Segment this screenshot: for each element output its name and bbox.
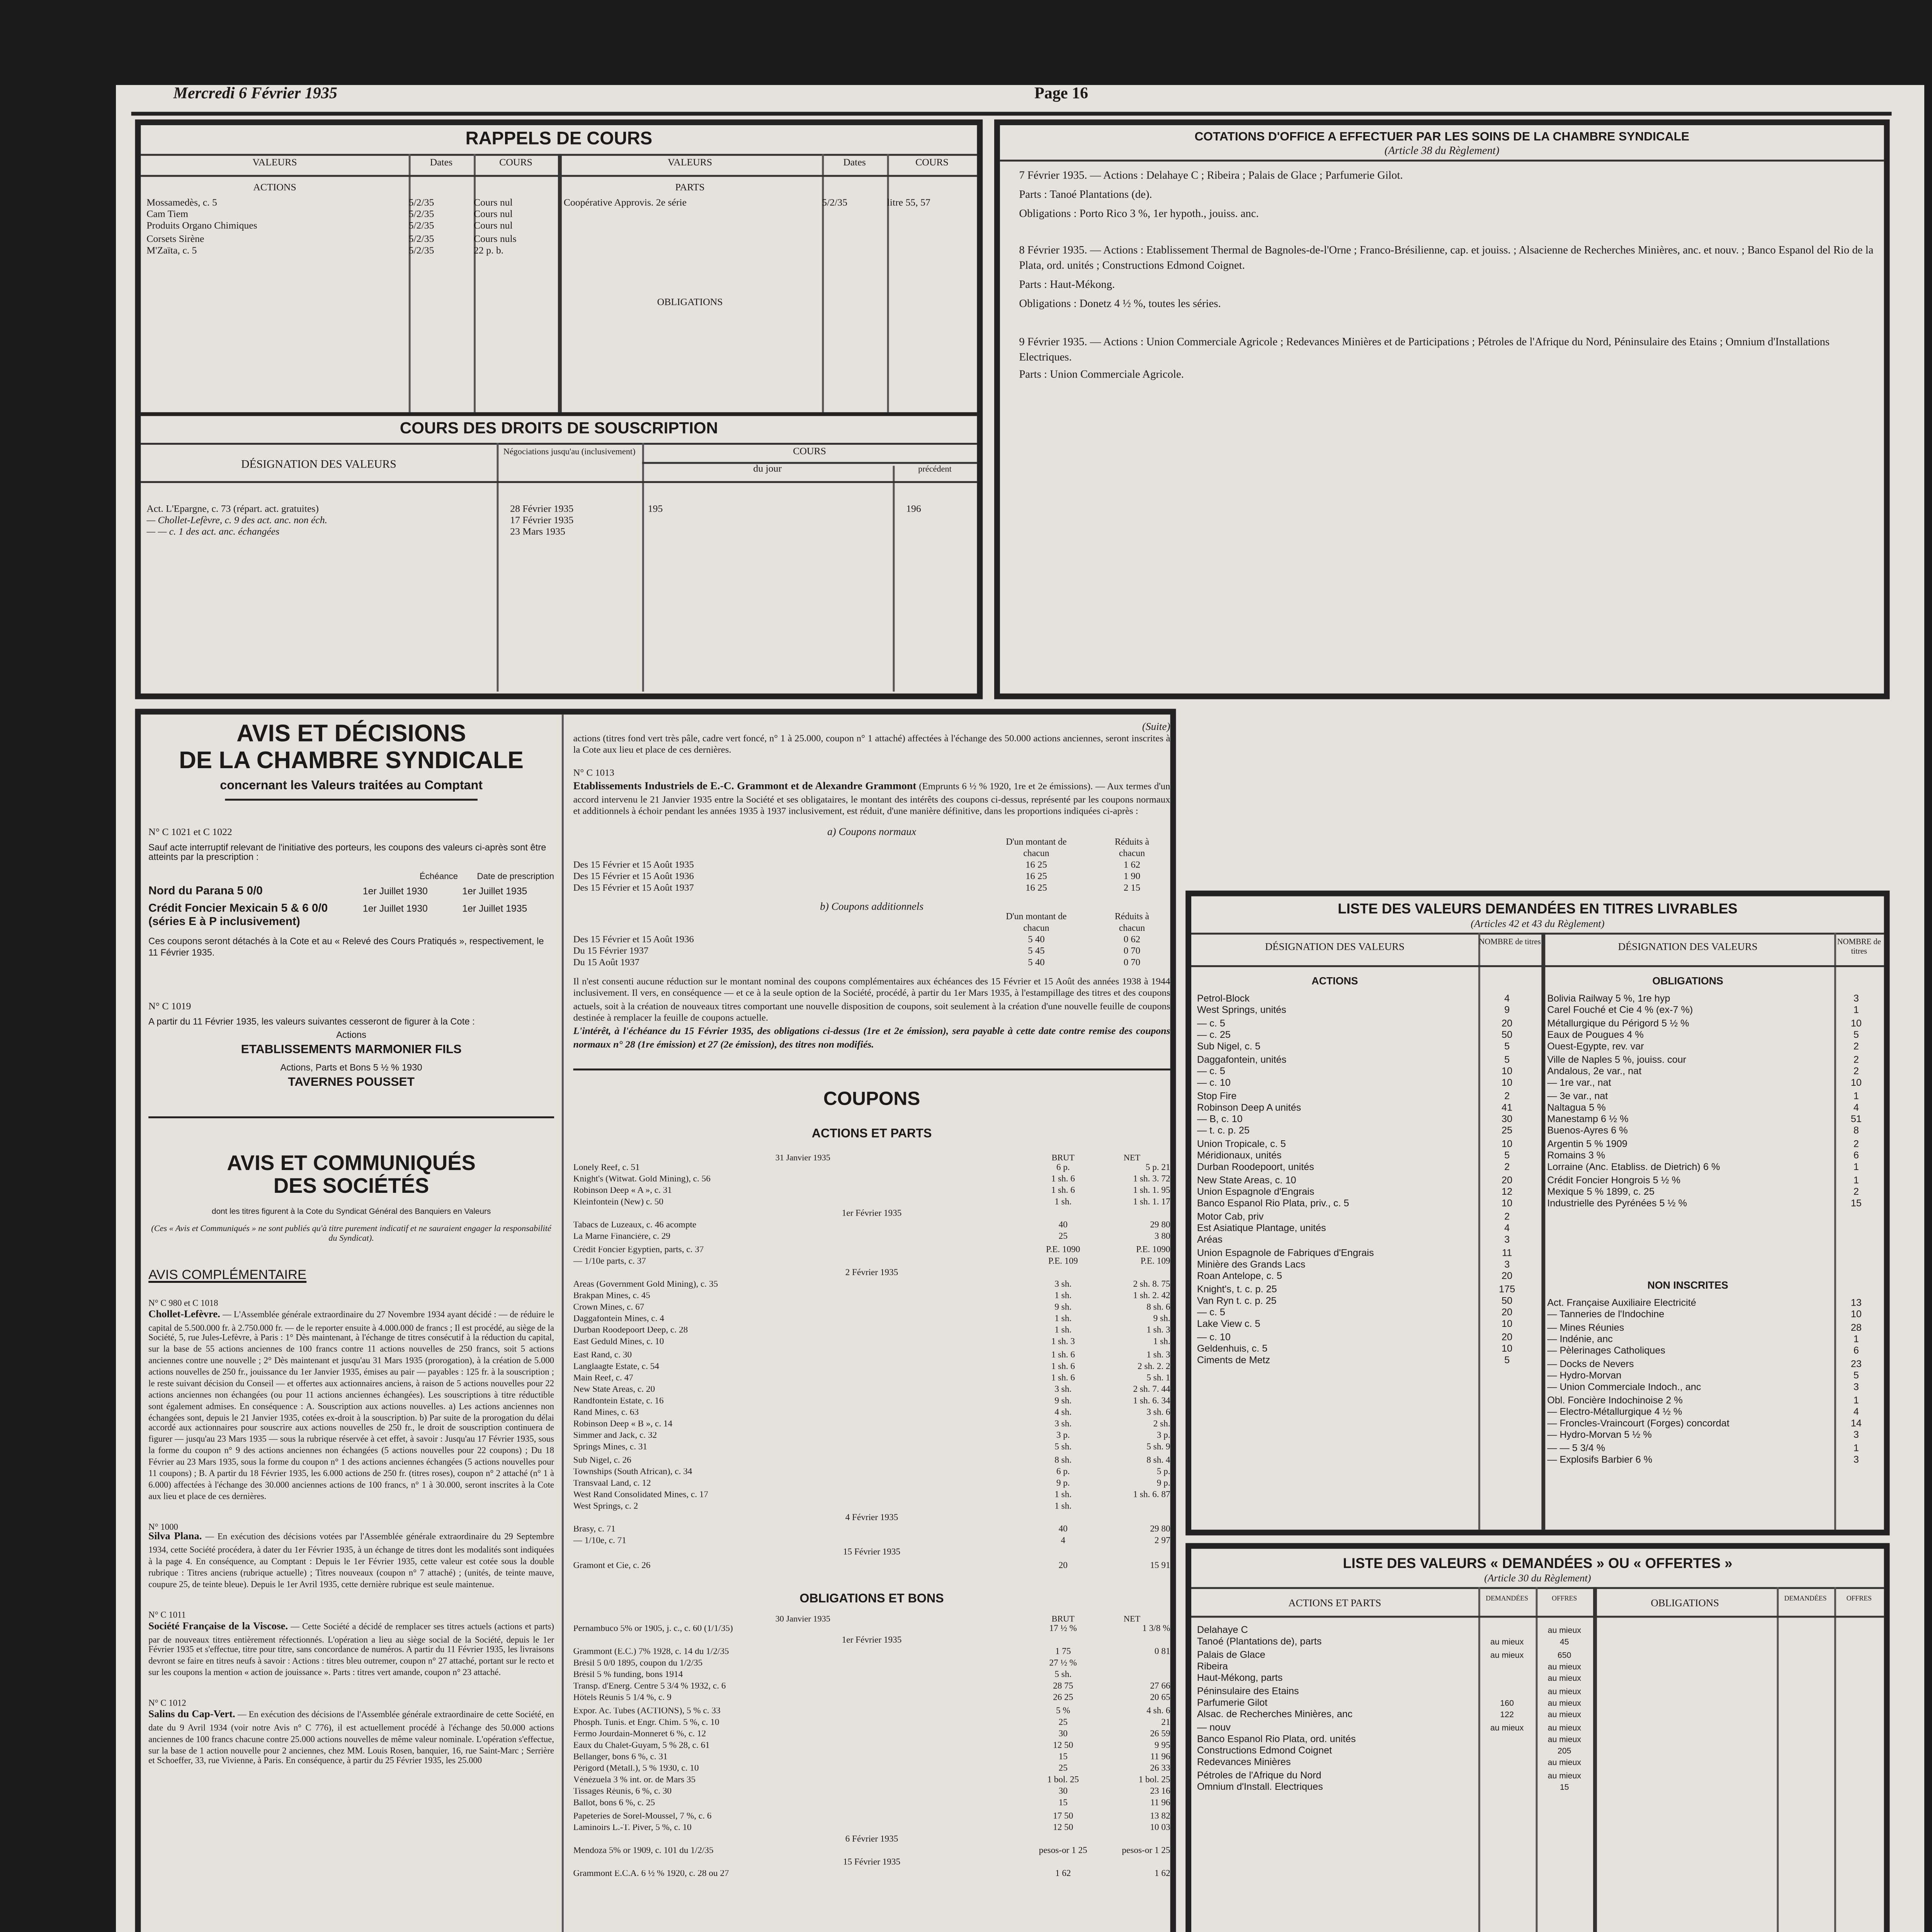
valeur-row: Banco Espanol Rio Plata, priv., c. 5 10	[1197, 1199, 1513, 1211]
coupon-row: Transvaal Land, c. 12 9 p. 9 p.	[573, 1479, 1170, 1489]
coupon-row: East Rand, c. 30 1 sh. 6 1 sh. 3	[573, 1350, 1170, 1361]
demandee-row: Palais de Glace au mieux 650	[1197, 1649, 1571, 1661]
valeur-row: Ouest-Egypte, rev. var 2	[1547, 1042, 1859, 1054]
valeur-row: — c. 10 10	[1197, 1078, 1513, 1090]
coupons-date-1: 31 Janvier 1935	[775, 1153, 830, 1163]
demandee-row: Redevances Minières au mieux	[1197, 1758, 1581, 1770]
col-date-prescription: Date de prescription	[477, 871, 554, 881]
coupon-date-row: 2 Février 1935	[845, 1269, 898, 1279]
cotations-body	[1019, 171, 1876, 386]
valeur-row: Geldenhuis, c. 5 10	[1197, 1344, 1513, 1356]
valeur-row: — Hydro-Morvan 5 ½ % 3	[1547, 1431, 1859, 1443]
valeur-row: — 1re var., nat 10	[1547, 1078, 1862, 1090]
notice-number: N° C 1019	[148, 1002, 191, 1014]
coupon-row: — 1/10e parts, c. 37 P.E. 109 P.E. 109	[573, 1257, 1170, 1267]
col-montant: D'un montant de	[1006, 914, 1067, 924]
livrables-actions-list	[1197, 994, 1536, 1368]
notice-text: — En exécution des décisions votées par l'Assemblée générale extraordinaire du 29 Septembre 1934, cette Société procédera, à dater du 1er Février 1935, à un échange de titres dont les modalités sont indiquées à la page 4. En conséquence, au Comptant : Depuis le 1er Février 1935, cette valeur est cotée sous la double rubrique : Titres anciens (rubrique actuelle) ; Titres nouveaux (coupon n° 7 attaché) ; (unités, de teinte mauve, coupure 25, de teinte bleue). Depuis le 1er Avril 1935, cette dernière rubrique est seule maintenue.	[148, 1532, 554, 1589]
cotations-title: COTATIONS D'OFFICE A EFFECTUER PAR LES SOINS DE LA CHAMBRE SYNDICALE	[1194, 131, 1689, 145]
valeur-row: — Mines Réunies 28	[1547, 1322, 1862, 1334]
rappel-part-row: Coopérative Approvis. 2e série 5/2/35 litre 55, 57	[563, 198, 930, 209]
demandee-row: Péninsulaire des Etains au mieux	[1197, 1685, 1581, 1697]
rappel-row: Cam Tiem 5/2/35 Cours nul	[146, 210, 513, 221]
col-demandees-2: DEMANDÉES	[1784, 1595, 1827, 1602]
demandee-row: Haut-Mékong, parts au mieux	[1197, 1673, 1581, 1685]
reduction-table-a	[573, 861, 1170, 896]
reduction-row: Des 15 Février et 15 Août 1935 16 25 1 62	[573, 861, 1141, 871]
cotation-para: 8 Février 1935. — Actions : Etablissement Thermal de Bagnoles-de-l'Orne ; Franco-Brésilienne, cap. et jouiss. ; Alsacienne de Recherches Minières, anc. et nouv. ; Banco Espanol del Rio de la Plata, ord. unités ; Constructions Edmond Coignet.	[1019, 247, 1874, 273]
valeur-row: Lorraine (Anc. Etabliss. de Dietrich) 6 % 1	[1547, 1163, 1859, 1175]
coupon-row: Mendoza 5% or 1909, c. 101 du 1/2/35 pesos-or 1 25 pesos-or 1 25	[573, 1847, 1170, 1857]
coupon-date-row: 15 Février 1935	[843, 1859, 901, 1869]
valeur-row: — c. 25 50	[1197, 1030, 1513, 1042]
notice-number: N° C 980 et C 1018	[148, 1298, 218, 1308]
avis-decisions	[148, 722, 554, 1768]
col-cours-droits: COURS	[793, 446, 826, 458]
col-dates: Dates	[430, 158, 453, 169]
droits-title: COURS DES DROITS DE SOUSCRIPTION	[400, 418, 718, 437]
valeur-row: Lake View c. 5 10	[1197, 1320, 1513, 1332]
parts-heading: PARTS	[675, 182, 705, 194]
demandees-subtitle: (Article 30 du Règlement)	[1484, 1573, 1591, 1585]
suite-outro-2: L'intérêt, à l'échéance du 15 Février 1935, des obligations ci-dessus (1re et 2e émission), sera payable à cette date contre remise des coupons normaux n° 28 (1re émission) et 27 (2e émission), des titres non modifiés.	[573, 1027, 1170, 1051]
reduction-table-b	[573, 936, 1170, 970]
coupon-row: Grammont (E.C.) 7% 1928, c. 14 du 1/2/35 1 75 0 81	[573, 1648, 1170, 1658]
coupon-date-row: 4 Février 1935	[845, 1514, 898, 1524]
coupon-row: Areas (Government Gold Mining), c. 35 3 sh. 2 sh. 8. 75	[573, 1281, 1170, 1291]
col-obligations: OBLIGATIONS	[1651, 1599, 1719, 1610]
livrables-obligations-list	[1547, 994, 1878, 1211]
rappels-actions-list	[146, 198, 558, 257]
page-date: Mercredi 6 Février 1935	[173, 83, 337, 102]
notice-item	[148, 1610, 554, 1679]
communiques-subtitle: dont les titres figurent à la Cote du Syndicat Général des Banquiers en Valeurs	[211, 1205, 491, 1215]
col-net: NET	[1123, 1614, 1141, 1624]
coupons-title: COUPONS	[823, 1088, 920, 1110]
coupon-row: Knight's (Witwat. Gold Mining), c. 56 1 sh. 6 1 sh. 3. 72	[573, 1175, 1170, 1185]
col-dates-2: Dates	[843, 158, 866, 169]
valeur-row: — Docks de Nevers 23	[1547, 1358, 1862, 1370]
droits-rows	[146, 504, 977, 540]
valeur-row: — 3e var., nat 1	[1547, 1090, 1859, 1102]
rappel-row: M'Zaïta, c. 5 5/2/35 22 p. b.	[146, 245, 504, 257]
livrables-obligations-heading: OBLIGATIONS	[1652, 976, 1723, 988]
col-nombre-2: NOMBRE de titres	[1837, 936, 1881, 956]
coupon-row: Brasy, c. 71 40 29 80	[573, 1526, 1170, 1536]
notice-text: — L'Assemblée générale extraordinaire du 27 Novembre 1934 ayant décidé : — de réduire le capital de 5.500.000 fr. à 2.750.000 fr. — de le reporter ensuite à 4.000.000 de francs ; Il est procédé, au siège de la Société, 5, rue Jules-Lefèvre, à Paris : 1° Dès maintenant, à l'échange de titres consécutif à la réduction du capital, sur la base de 55 actions anciennes de 100 francs contre 11 actions nouvelles de 250 francs, soit 5 actions anciennes contre une nouvelle ; 2° Dès maintenant et jusqu'au 31 Mars 1935 (prorogation), à la création de 5.000 actions nouvelles de 250 fr., jouissance du 1er Janvier 1935, émises au pair — payables : 125 fr. à la souscription ; le reste suivant décision du Conseil — et offertes aux actionnaires anciens, à raison de 5 actions nouvelles pour 22 actions anciennes non échangées (ou pour 11 actions anciennes échangées). Les souscriptions à titre réductible sont également admises. En conséquence : A. Souscription aux actions nouvelles. a) Les actions anciennes non échangées sont, depuis le 21 Janvier 1935, cotées ex-droit à la souscription. b) Par suite de la prorogation du délai accordé aux actionnaires pour souscrire aux actions nouvelles de 250 fr., le droit de souscription continuera de figurer — jusqu'au 23 Mars 1935 — sous la rubrique réservée à cet effet, à savoir : Jusqu'au 17 Février 1935, sous la forme du coupon n° 9 des actions anciennes non échangées (5 actions nouvelles pour 22 coupons) ; Du 18 Février au 23 Mars 1935, sous la forme du coupon n° 1 des actions anciennes échangées (5 actions nouvelles pour 11 coupons) ; B. A partir du 18 Février 1935, les 6.000 actions de 250 fr. (titres roses), coupon n° 2 attaché (n° 1 à 6.000) affectées à l'échange des 30.000 anciennes actions de 100 francs, n° 1 à 30.000, seront inscrites à la Cote aux lieu et place de ces dernières.	[148, 1309, 554, 1500]
suite-label: (Suite)	[1142, 722, 1170, 734]
coupon-date-row: 1er Février 1935	[842, 1636, 902, 1646]
notice-number: N° C 1021 et C 1022	[148, 828, 232, 840]
coupons-obligations-bons: OBLIGATIONS ET BONS	[799, 1592, 944, 1605]
valeur-row: Knight's, t. c. p. 25 175	[1197, 1284, 1515, 1296]
valeur-row: Minière des Grands Lacs 3	[1197, 1259, 1510, 1271]
decisions-para: Ces coupons seront détachés à la Cote et au « Relevé des Cours Pratiqués », respectivement, le 11 Février 1935.	[148, 938, 544, 959]
valeur-row: Robinson Deep A unités 41	[1197, 1102, 1513, 1114]
droits-row: Act. L'Epargne, c. 73 (répart. act. gratuites) 28 Février 1935 195 196	[146, 504, 921, 516]
coupon-row: Brésil 5 % funding, bons 1914 5 sh.	[573, 1672, 1072, 1682]
livrables-title: LISTE DES VALEURS DEMANDÉES EN TITRES LIVRABLES	[1338, 900, 1738, 918]
coupon-row: Robinson Deep « A », c. 31 1 sh. 6 1 sh. 1. 95	[573, 1187, 1170, 1197]
valeur-row: — B, c. 10 30	[1197, 1114, 1513, 1126]
coupon-row: Eaux du Chalet-Guyam, 5 % 28, c. 61 12 50 9 95	[573, 1742, 1170, 1752]
reduction-row: Du 15 Août 1937 5 40 0 70	[573, 959, 1141, 969]
valeur-row: Van Ryn t. c. p. 25 50	[1197, 1296, 1513, 1308]
notice-item	[148, 1298, 554, 1502]
decisions-para: A partir du 11 Février 1935, les valeurs suivantes cesseront de figurer à la Cote :	[148, 1018, 475, 1028]
coupons-normaux-label: a) Coupons normaux	[827, 827, 917, 838]
non-inscrites-list	[1547, 1298, 1878, 1468]
notice-company: Société Française de la Viscose.	[148, 1621, 288, 1633]
col-designation: DÉSIGNATION DES VALEURS	[241, 460, 396, 472]
valeur-row: — Indénie, anc 1	[1547, 1334, 1859, 1346]
notice-text: (Emprunts 6 ½ % 1920, 1re et 2e émissions). — Aux termes d'un accord intervenu le 21 Janvier 1935 entre la Société et ses obligataires, le montant des intérêts des coupons ci-dessus, représenté par les coupons normaux et additionnels à échoir pendant les années 1935 à 1937 inclusivement, est réduit, d'une manière définitive, dans les proportions indiquées ci-après :	[573, 784, 1170, 818]
demandee-row: Pétroles de l'Afrique du Nord au mieux	[1197, 1770, 1581, 1782]
coupon-row: Phosph. Tunis. et Engr. Chim. 5 %, c. 10 25 21	[573, 1718, 1170, 1728]
valeur-row: — Explosifs Barbier 6 % 3	[1547, 1455, 1859, 1467]
valeur-row: Buenos-Ayres 6 % 8	[1547, 1127, 1859, 1138]
valeur-row: Industrielle des Pyrénées 5 ½ % 15	[1547, 1199, 1862, 1211]
coupon-row: Daggafontein Mines, c. 4 1 sh. 9 sh.	[573, 1316, 1170, 1325]
coupon-row: West Rand Consolidated Mines, c. 17 1 sh. 1 sh. 6. 87	[573, 1491, 1170, 1501]
newspaper-page	[116, 85, 1924, 1932]
valeur-row: Roan Antelope, c. 5 20	[1197, 1272, 1513, 1283]
valeur-row: Argentin 5 % 1909 2	[1547, 1139, 1859, 1151]
cotations-subtitle: (Article 38 du Règlement)	[1384, 145, 1500, 157]
valeur-row: — Electro-Métallurgique 4 ½ % 4	[1547, 1406, 1859, 1418]
coupon-row: Brésil 5 0/0 1895, coupon du 1/2/35 27 ½ %	[573, 1660, 1077, 1670]
coupon-row: Townships (South African), c. 34 6 p. 5 p.	[573, 1468, 1170, 1478]
col-offres: OFFRES	[1552, 1595, 1577, 1602]
valeur-row: Eaux de Pougues 4 % 5	[1547, 1030, 1859, 1042]
coupon-row: Ballot, bons 6 %, c. 25 15 11 96	[573, 1800, 1170, 1810]
coupon-row: Papeteries de Sorel-Moussel, 7 %, c. 6 17 50 13 82	[573, 1812, 1170, 1822]
valeur-row: Motor Cab, priv 2	[1197, 1211, 1510, 1223]
company-marmonier: ETABLISSEMENTS MARMONIER FILS	[241, 1044, 462, 1058]
communiques-note: (Ces « Avis et Communiqués » ne sont publiés qu'à titre purement indicatif et ne sauraient engager la responsabilité du Syndicat).	[151, 1223, 551, 1243]
valeur-row: — t. c. p. 25 25	[1197, 1127, 1513, 1138]
droits-row: — — c. 1 des act. anc. échangées 23 Mars 1935	[146, 528, 565, 539]
coupon-row: Durban Roodepoort Deep, c. 28 1 sh. 1 sh. 3	[573, 1327, 1170, 1337]
valeur-row: — c. 5 20	[1197, 1308, 1513, 1320]
communiques-title-2: DES SOCIÉTÉS	[273, 1176, 429, 1200]
col-designation: DÉSIGNATION DES VALEURS	[1265, 942, 1405, 954]
col-demandees: DEMANDÉES	[1486, 1595, 1528, 1602]
coupon-row: Transp. d'Energ. Centre 5 3/4 % 1932, c. 6 28 75 27 66	[573, 1683, 1170, 1693]
suite-outro: Il n'est consenti aucune réduction sur le montant nominal des coupons complémentaires aux échéances des 15 Février et 15 Août des années 1938 à 1944 inclusivement. Il vers, en conséquence — et ce à la seule option de la Société, procédé, à partir du 1er Mars 1935, à l'estampillage des titres et des coupons actuels, soit à la création de nouveaux titres comportant une nouvelle disposition de coupons, soit seulement à la création d'une nouvelle feuille de coupons destinée à remplacer la feuille de coupons actuelle.	[573, 978, 1170, 1024]
company-pousset: TAVERNES POUSSET	[288, 1075, 415, 1089]
reduction-row: Des 15 Février et 15 Août 1936 5 40 0 62	[573, 936, 1141, 946]
valeur-row: — c. 5 20	[1197, 1018, 1513, 1030]
cotation-para: 7 Février 1935. — Actions : Delahaye C ; Ribeira ; Palais de Glace ; Parfumerie Gilot.	[1019, 171, 1403, 183]
coupons-date-2: 30 Janvier 1935	[775, 1614, 830, 1624]
rappel-row: Corsets Sirène 5/2/35 Cours nuls	[146, 233, 517, 245]
coupon-row: Expor. Ac. Tubes (ACTIONS), 5 % c. 33 5 % 4 sh. 6	[573, 1707, 1170, 1716]
notice-text: — En exécution des décisions de l'Assemblée générale extraordinaire de cette Société, en date du 9 Avril 1934 (voir notre Avis n° C 776), il est actuellement procédé à l'échange des 50.000 actions anciennes de 100 francs chacune contre 25.000 actions nouvelles de même valeur nominale. L'opération s'effectue, sur la base de 1 action nouvelle pour 2 anciennes, chez MM. Louis Rosen, banquier, 16, rue Saint-Marc ; Serrière et Schoeffer, 33, rue Vivienne, à Paris. En conséquence, à partir du 25 Février 1935, les 25.000	[148, 1709, 554, 1766]
coupon-row: Laminoirs L.-T. Piver, 5 %, c. 10 12 50 10 03	[573, 1823, 1170, 1833]
decisions-title: AVIS ET DÉCISIONS	[236, 720, 466, 747]
valeur-row: Manestamp 6 ½ % 51	[1547, 1114, 1862, 1126]
demandees-section	[1185, 1543, 1889, 1932]
coupon-row: Main Reef, c. 47 1 sh. 6 5 sh. 1	[573, 1374, 1170, 1384]
rappels-title: RAPPELS DE COURS	[465, 129, 653, 150]
coupon-row: New State Areas, c. 20 3 sh. 2 sh. 7. 44	[573, 1386, 1170, 1396]
actions-heading: ACTIONS	[253, 182, 296, 194]
valeur-row: New State Areas, c. 10 20	[1197, 1175, 1513, 1187]
demandees-title: LISTE DES VALEURS « DEMANDÉES » OU « OFFERTES »	[1343, 1554, 1733, 1572]
coupon-row: Sub Nigel, c. 26 8 sh. 8 sh. 4	[573, 1456, 1170, 1466]
valeur-row: Ciments de Metz 5	[1197, 1356, 1510, 1368]
col-chacun-2: chacun	[1119, 925, 1145, 935]
col-montant: D'un montant de	[1006, 839, 1067, 849]
coupon-row: Crown Mines, c. 67 9 sh. 8 sh. 6	[573, 1304, 1170, 1314]
notice-text: — Cette Société a décidé de remplacer ses titres actuels (actions et parts) par de nouveaux titres entièrement réfectionnés. L'opération a lieu au siège social de la Société, depuis le 1er Février 1935 et s'effectue, titre pour titre, sans concordance de numéros. A partir du 11 Février 1935, les livraisons devront se faire en titres neufs à savoir : Actions : titres bleu outremer, coupon n° 27 attaché, portant sur le recto et sur les coupons la mention « action de jouissance ». Parts : titres vert amande, coupon n° 23 attaché.	[148, 1621, 554, 1678]
coupon-row: Tabacs de Luzeaux, c. 46 acompte 40 29 80	[573, 1222, 1170, 1232]
communiques-title: AVIS ET COMMUNIQUÉS	[227, 1153, 476, 1177]
non-inscrites-heading: NON INSCRITES	[1647, 1281, 1728, 1293]
coupon-row: Kleinfontein (New) c. 50 1 sh. 1 sh. 1. 17	[573, 1199, 1170, 1209]
notice-number: N° 1000	[148, 1521, 178, 1531]
valeur-row: Mexique 5 % 1899, c. 25 2	[1547, 1187, 1859, 1199]
coupon-row: Brakpan Mines, c. 45 1 sh. 1 sh. 2. 42	[573, 1292, 1170, 1302]
demandee-row: Tanoé (Plantations de), parts au mieux 45	[1197, 1637, 1569, 1649]
livrables-actions-heading: ACTIONS	[1311, 976, 1358, 988]
decisions-title-2: DE LA CHAMBRE SYNDICALE	[179, 747, 524, 774]
notice-number: N° C 1012	[148, 1698, 186, 1708]
col-cours: COURS	[499, 158, 532, 169]
obligations-heading: OBLIGATIONS	[657, 297, 723, 309]
valeur-row: — Union Commerciale Indoch., anc 3	[1547, 1383, 1859, 1395]
demandee-row: Delahaye C au mieux	[1197, 1625, 1581, 1637]
reduction-row: Du 15 Février 1937 5 45 0 70	[573, 947, 1141, 957]
decisions-para: Sauf acte interruptif relevant de l'initiative des porteurs, les coupons des valeurs ci-après sont être atteints par la prescription :	[148, 844, 546, 864]
col-actions-parts: ACTIONS ET PARTS	[1288, 1599, 1381, 1610]
notice-company: Silva Plana.	[148, 1532, 202, 1544]
valeur-row: Méridionaux, unités 5	[1197, 1151, 1510, 1163]
col-chacun: chacun	[1023, 850, 1049, 860]
coupon-row: Périgord (Métall.), 5 % 1930, c. 10 25 26 33	[573, 1765, 1170, 1775]
valeur-row: — — 5 3/4 % 1	[1547, 1443, 1859, 1455]
cotation-para: Obligations : Donetz 4 ½ %, toutes les séries.	[1019, 299, 1221, 311]
coupon-row: — 1/10e, c. 71 4 2 97	[573, 1538, 1170, 1548]
prescription-row: Nord du Parana 5 0/0 1er Juillet 1930 1er Juillet 1935	[148, 887, 527, 899]
coupon-date-row: 1er Février 1935	[842, 1210, 902, 1220]
valeur-row: Ville de Naples 5 %, jouiss. cour 2	[1547, 1054, 1859, 1066]
coupon-row: East Geduld Mines, c. 10 1 sh. 3 1 sh.	[573, 1339, 1170, 1349]
rappel-row: Produits Organo Chimiques 5/2/35 Cours nul	[146, 221, 513, 233]
valeur-row: Carel Fouché et Cie 4 % (ex-7 %) 1	[1547, 1006, 1859, 1018]
livrables-subtitle: (Articles 42 et 43 du Règlement)	[1471, 919, 1605, 931]
avis-suite	[573, 722, 1170, 1882]
col-negociations: Négociations jusqu'au (inclusivement)	[503, 446, 636, 456]
col-valeurs-2: VALEURS	[667, 158, 713, 169]
avis-complementaire: AVIS COMPLÉMENTAIRE	[148, 1270, 307, 1284]
col-jour: du jour	[753, 464, 782, 476]
valeur-row: Act. Française Auxiliaire Electricité 13	[1547, 1298, 1862, 1310]
valeur-row: — Pèlerinages Catholiques 6	[1547, 1346, 1859, 1358]
valeur-row: Bolivia Railway 5 %, 1re hyp 3	[1547, 994, 1859, 1005]
coupon-row: West Springs, c. 2 1 sh.	[573, 1503, 1072, 1513]
coupons-additionnels-label: b) Coupons additionnels	[820, 901, 923, 913]
demandees-list	[1197, 1625, 1593, 1794]
valeur-row: Union Espagnole d'Engrais 12	[1197, 1187, 1513, 1199]
decisions-subtitle: concernant les Valeurs traitées au Comptant	[220, 779, 483, 792]
valeur-row: Obl. Foncière Indochinoise 2 % 1	[1547, 1395, 1859, 1406]
valeur-row: Crédit Foncier Hongrois 5 ½ % 1	[1547, 1175, 1859, 1187]
notice-company: Salins du Cap-Vert.	[148, 1709, 235, 1721]
coupon-row: Simmer and Jack, c. 32 3 p. 3 p.	[573, 1432, 1170, 1442]
cotation-para: Obligations : Porto Rico 3 %, 1er hypoth., jouiss. anc.	[1019, 209, 1259, 220]
coupon-row: Vénézuela 3 % int. or. de Mars 35 1 bol. 25 1 bol. 25	[573, 1777, 1170, 1787]
valeur-row: Stop Fire 2	[1197, 1090, 1510, 1102]
coupon-row: Langlaagte Estate, c. 54 1 sh. 6 2 sh. 2. 2	[573, 1362, 1170, 1372]
valeur-row: — Hydro-Morvan 5	[1547, 1371, 1859, 1382]
col-designation-2: DÉSIGNATION DES VALEURS	[1618, 942, 1758, 954]
suite-intro: actions (titres fond vert très pâle, cadre vert foncé, n° 1 à 25.000, coupon n° 1 attaché) affectées à l'échange des 50.000 actions anciennes, seront inscrites à la Cote aux lieu et place de ces dernières.	[573, 735, 1170, 757]
coupon-row: Grammont E.C.A. 6 ½ % 1920, c. 28 ou 27 1 62 1 62	[573, 1870, 1170, 1880]
valeur-row: Métallurgique du Périgord 5 ½ % 10	[1547, 1018, 1862, 1030]
coupon-row: Lonely Reef, c. 51 6 p. 5 p. 21	[573, 1163, 1170, 1173]
coupon-row: Fermo Jourdain-Monneret 6 %, c. 12 30 26 59	[573, 1730, 1170, 1740]
valeur-row: Durban Roodepoort, unités 2	[1197, 1163, 1510, 1175]
col-reduits: Réduits à	[1114, 839, 1150, 849]
coupon-row: Gramont et Cie, c. 26 20 15 91	[573, 1561, 1170, 1571]
coupon-date-row: 6 Février 1935	[845, 1835, 898, 1845]
droits-row: — Chollet-Lefèvre, c. 9 des act. anc. non éch. 17 Février 1935	[146, 516, 574, 528]
notice-number: N° C 1013	[573, 770, 614, 781]
cotation-para: Parts : Tanoé Plantations (de).	[1019, 190, 1152, 202]
col-brut: BRUT	[1051, 1153, 1075, 1163]
demandee-row: Alsac. de Recherches Minières, anc 122 au mieux	[1197, 1710, 1581, 1721]
cotation-para: Parts : Union Commerciale Agricole.	[1019, 371, 1184, 383]
coupon-row: La Marne Financière, c. 29 25 3 80	[573, 1234, 1170, 1244]
reduction-row: Des 15 Février et 15 Août 1937 16 25 2 15	[573, 884, 1141, 894]
rappel-row: Mossamedès, c. 5 5/2/35 Cours nul	[146, 198, 513, 209]
valeur-row: Andalous, 2e var., nat 2	[1547, 1066, 1859, 1078]
coupon-row: Springs Mines, c. 31 5 sh. 5 sh. 9	[573, 1444, 1170, 1454]
notice-item	[148, 1521, 554, 1591]
demandee-row: Banco Espanol Rio Plata, ord. unités au mieux	[1197, 1734, 1581, 1746]
valeur-row: — c. 5 10	[1197, 1066, 1513, 1078]
reduction-row: Des 15 Février et 15 Août 1936 16 25 1 90	[573, 872, 1141, 883]
rappels-section	[135, 119, 983, 699]
valeur-row: Sub Nigel, c. 5 5	[1197, 1042, 1510, 1054]
col-chacun: chacun	[1023, 925, 1049, 935]
valeur-row: Union Espagnole de Fabriques d'Engrais 11	[1197, 1247, 1512, 1259]
coupon-row: Bellanger, bons 6 %, c. 31 15 11 96	[573, 1753, 1170, 1763]
page-number: Page 16	[1034, 83, 1088, 102]
coupon-row: Rand Mines, c. 63 4 sh. 3 sh. 6	[573, 1409, 1170, 1419]
coupons-actions-parts: ACTIONS ET PARTS	[811, 1127, 932, 1141]
notice-number: N° C 1011	[148, 1609, 186, 1619]
coupon-row: Tissages Réunis, 6 %, c. 30 30 23 16	[573, 1788, 1170, 1798]
col-echeance: Échéance	[419, 871, 458, 881]
col-nombre: NOMBRE de titres	[1479, 936, 1541, 946]
demandee-row: — nouv au mieux au mieux	[1197, 1722, 1581, 1734]
valeur-row: Naltagua 5 % 4	[1547, 1102, 1859, 1114]
coupon-row: Hôtels Réunis 5 1/4 %, c. 9 26 25 20 65	[573, 1695, 1170, 1705]
coupons-obligations-table	[573, 1625, 1170, 1882]
cotation-para: Parts : Haut-Mékong.	[1019, 280, 1115, 292]
col-precedent: précédent	[918, 464, 952, 474]
livrables-section	[1185, 891, 1889, 1536]
coupon-row: Pernambuco 5% or 1905, j. c., c. 60 (1/1/35) 17 ½ % 1 3/8 %	[573, 1625, 1170, 1635]
valeur-row: — c. 10 20	[1197, 1332, 1513, 1344]
prescription-row: Crédit Foncier Mexicain 5 & 6 0/0 (séries E à P inclusivement) 1er Juillet 1930 1er Juillet 1935	[148, 903, 527, 929]
valeur-row: — Tanneries de l'Indochine 10	[1547, 1310, 1862, 1322]
demandee-row: Parfumerie Gilot 160 au mieux	[1197, 1697, 1581, 1709]
valeur-row: — Froncles-Vraincourt (Forges) concordat 14	[1547, 1419, 1862, 1430]
col-net: NET	[1123, 1153, 1141, 1163]
valeur-row: West Springs, unités 9	[1197, 1006, 1510, 1018]
coupon-row: Randfontein Estate, c. 16 9 sh. 1 sh. 6. 34	[573, 1397, 1170, 1407]
coupon-row: Robinson Deep « B », c. 14 3 sh. 2 sh.	[573, 1421, 1170, 1431]
valeur-row: Petrol-Block 4	[1197, 994, 1510, 1005]
cotations-section	[994, 119, 1890, 699]
valeur-row: Romains 3 % 6	[1547, 1151, 1859, 1163]
coupon-row: Crédit Foncier Egyptien, parts, c. 37 P.E. 1090 P.E. 1090	[573, 1245, 1170, 1255]
notice-company: Etablissements Industriels de E.-C. Grammont et de Alexandre Grammont	[573, 782, 917, 794]
valeur-row: Daggafontein, unités 5	[1197, 1054, 1510, 1066]
notice-item	[148, 1698, 554, 1768]
notice-company: Chollet-Lefèvre.	[148, 1309, 220, 1321]
decisions-para: Actions, Parts et Bons 5 ½ % 1930	[280, 1064, 422, 1074]
demandee-row: Omnium d'Install. Electriques 15	[1197, 1782, 1569, 1794]
valeur-row: Union Tropicale, c. 5 10	[1197, 1139, 1513, 1151]
demandee-row: Ribeira au mieux	[1197, 1662, 1581, 1673]
notice-list	[148, 1298, 554, 1767]
coupons-actions-table	[573, 1164, 1170, 1573]
cotation-para: 9 Février 1935. — Actions : Union Commerciale Agricole ; Redevances Minières et de Participations ; Pétroles de l'Afrique du Nord, Péninsulaire des Etains ; Omnium d'Installations Electriques.	[1019, 337, 1830, 364]
actions-label: Actions	[336, 1033, 367, 1043]
valeur-row: Est Asiatique Plantage, unités 4	[1197, 1223, 1510, 1235]
demandee-row: Constructions Edmond Coignet 205	[1197, 1746, 1571, 1758]
avis-section	[135, 709, 1176, 1932]
col-cours-2: COURS	[915, 158, 949, 169]
col-valeurs: VALEURS	[252, 158, 297, 169]
coupon-date-row: 15 Février 1935	[843, 1549, 901, 1560]
col-chacun-2: chacun	[1119, 850, 1145, 860]
col-offres-2: OFFRES	[1846, 1595, 1872, 1602]
valeur-row: Aréas 3	[1197, 1235, 1510, 1247]
col-reduits: Réduits à	[1114, 914, 1150, 924]
col-brut: BRUT	[1051, 1614, 1075, 1624]
